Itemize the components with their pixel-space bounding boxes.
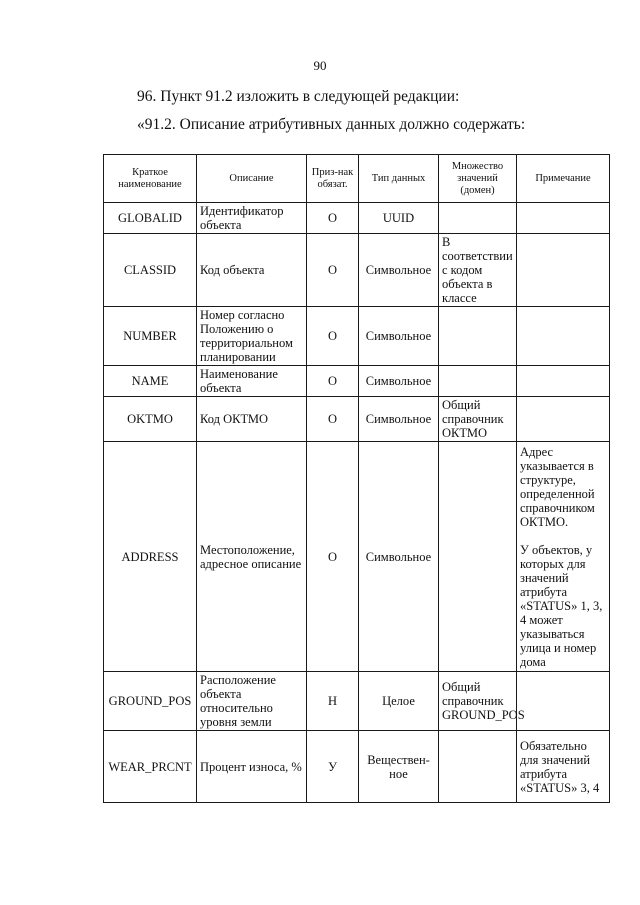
cell-note [517,397,610,442]
header-name: Краткое наименование [104,155,197,203]
amendment-heading: 96. Пункт 91.2 изложить в следующей редакции: [137,88,460,105]
cell-domain [439,307,517,366]
header-note: Примечание [517,155,610,203]
cell-type: Символьное [359,397,439,442]
table-row [104,672,610,731]
header-required: Приз-нак обязат. [307,155,359,203]
cell-note [517,307,610,366]
page-number: 90 [313,58,327,73]
cell-domain: В соответствии с кодом объекта в классе [439,234,517,307]
cell-description: Номер согласно Положению о территориальном планировании [197,307,307,366]
cell-domain [439,203,517,234]
cell-name: CLASSID [104,234,197,307]
table-header-row [104,155,610,203]
table-row [104,442,610,672]
cell-note: Обязательно для значений атрибута «STATUS» 3, 4 [517,731,610,803]
cell-name: NUMBER [104,307,197,366]
cell-description: Наименование объекта [197,366,307,397]
cell-type: Символьное [359,307,439,366]
cell-description: Местоположение, адресное описание [197,442,307,672]
cell-description: Код ОКТМО [197,397,307,442]
table-row [104,397,610,442]
cell-name: WEAR_PRCNT [104,731,197,803]
cell-type: Целое [359,672,439,731]
cell-type: Символьное [359,234,439,307]
cell-required: Н [307,672,359,731]
cell-domain [439,442,517,672]
cell-name: NAME [104,366,197,397]
cell-required: У [307,731,359,803]
cell-required: О [307,307,359,366]
cell-description: Идентификатор объекта [197,203,307,234]
table-row [104,731,610,803]
header-description: Описание [197,155,307,203]
cell-description: Код объекта [197,234,307,307]
attribute-table [103,154,610,803]
cell-domain [439,731,517,803]
cell-required: О [307,366,359,397]
cell-type: Символьное [359,442,439,672]
cell-type: Символьное [359,366,439,397]
header-domain: Множество значений (домен) [439,155,517,203]
cell-name: ADDRESS [104,442,197,672]
cell-note [517,203,610,234]
table-row [104,203,610,234]
cell-required: О [307,203,359,234]
cell-domain: Общий справочник ОКТМО [439,397,517,442]
note-paragraph: У объектов, у которых для значений атрибута «STATUS» 1, 3, 4 может указываться улица и номер дома [520,542,603,669]
cell-description: Процент износа, % [197,731,307,803]
cell-name: GROUND_POS [104,672,197,731]
cell-note [517,366,610,397]
header-type: Тип данных [359,155,439,203]
cell-required: О [307,234,359,307]
note-paragraph: Адрес указывается в структуре, определенной справочником ОКТМО. [520,444,595,529]
cell-required: О [307,397,359,442]
table-row [104,307,610,366]
cell-note [517,672,610,731]
cell-name: OKTMO [104,397,197,442]
table-row [104,366,610,397]
cell-required: О [307,442,359,672]
cell-name: GLOBALID [104,203,197,234]
cell-note [517,234,610,307]
cell-domain [439,366,517,397]
cell-note [517,442,610,672]
table-row [104,234,610,307]
section-heading: «91.2. Описание атрибутивных данных должно содержать: [137,116,526,133]
cell-type: UUID [359,203,439,234]
cell-type: Веществен-ное [359,731,439,803]
cell-domain: Общий справочник GROUND_POS [439,672,517,731]
cell-description: Расположение объекта относительно уровня земли [197,672,307,731]
